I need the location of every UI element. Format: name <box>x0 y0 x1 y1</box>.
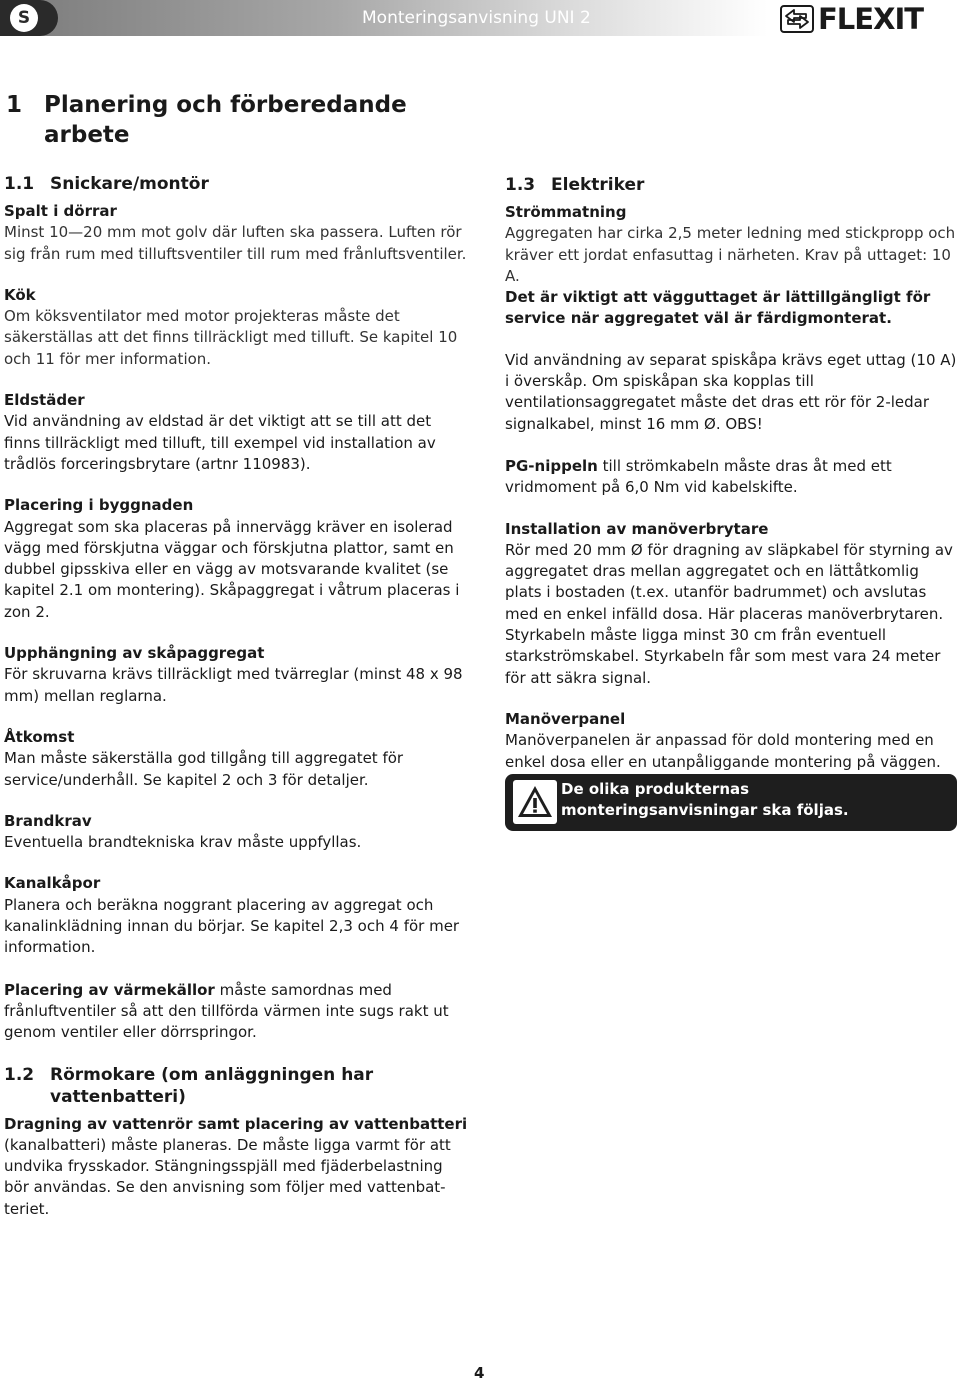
brand-name: FLEXIT <box>818 2 924 36</box>
upphangning-heading: Upphängning av skåpaggregat <box>4 644 265 663</box>
upphangning-text: För skruvarna krävs tillräckligt med tvärreglar (minst 48 x 98 mm) mellan reglarna. <box>4 665 463 705</box>
placering-text: Aggregat som ska placeras på innervägg kräver en isolerad vägg med förskjutna väggar och förskjutna plattor, samt en dubbel gipsskiva eller en vägg av motsvarande kvalitet (se kapitel 2.1 om montering). Skåpaggregat i våtrum placeras i zon 2. <box>4 517 460 621</box>
section-1-2-title-line2: vattenbatteri) <box>50 1086 186 1107</box>
vattenror-heading: Dragning av vattenrör samt placering av vattenbatteri <box>4 1114 468 1133</box>
spiskapa-text: Vid användning av separat spiskåpa krävs eget uttag (10 A) i överskåp. Om spiskåpan ska kopplas till ventilationsaggregatet måste det dras ett rör för 2-ledar signalkabel, minst 16 mm Ø. OBS! <box>505 350 957 433</box>
chapter-heading <box>6 90 426 150</box>
manoverbrytare-text: Rör med 20 mm Ø för dragning av släpkabel för styrning av aggregatet dras mellan aggregatet och en lättåtkomlig plats i bostaden (t.ex. utanför badrummet) och avslutas med en enkel infälld dosa. Här placeras manöverbrytaren. Styrkabeln måste ligga minst 30 cm från eventuell starkströmskabel. Styrkabeln får som mest vara 24 meter för att säkra signal. <box>505 540 953 687</box>
kok-heading: Kök <box>4 285 36 304</box>
placering-heading: Placering i byggnaden <box>4 496 194 515</box>
eldstader-text: Vid användning av eldstad är det viktigt att se till att det finns tillräckligt med tilluft, till exempel vid installation av trådlös forceringsbrytare (artnr 110983). <box>4 412 436 473</box>
section-1-3-title: Elektriker <box>551 175 645 195</box>
pg-lead: PG-nippeln <box>505 456 598 475</box>
page-number: 4 <box>474 1364 485 1382</box>
language-badge <box>0 0 58 36</box>
section-1-3-heading <box>505 174 960 196</box>
varmekallor-lead: Placering av värmekällor <box>4 980 215 999</box>
document-title: Monteringsanvisning UNI 2 <box>362 8 591 28</box>
pg-paragraph <box>505 456 960 499</box>
strommatning-heading: Strömmatning <box>505 203 627 221</box>
strommatning-text: Aggregaten har cirka 2,5 meter ledning med stickpropp och kräver ett jordat enfasuttag i närheten. Krav på uttaget: 10 A. <box>505 224 956 285</box>
atkomst-text: Man måste säkerställa god tillgång till aggregatet för service/underhåll. Se kapitel 2 och 3 för detaljer. <box>4 749 404 789</box>
vattenror-text: (kanalbatteri) måste planeras. De måste ligga varmt för att undvika frysskador. Stängningsspjäll med fjäderbelastning bör användas. Se den anvisning som följer med vattenbat-teriet. <box>4 1135 451 1218</box>
warning-box <box>505 774 957 831</box>
chapter-title-line2: arbete <box>44 122 130 148</box>
spalt-text: Minst 10—20 mm mot golv där luften ska passera. Luften rör sig från rum med tilluftsventiler till rum med frånluftsventiler. <box>4 223 467 263</box>
section-1-1-heading <box>4 173 470 195</box>
warning-text: De olika produkternas monteringsanvisningar ska följas. <box>561 780 849 820</box>
brandkrav-text: Eventuella brandtekniska krav måste uppfyllas. <box>4 833 362 852</box>
flexit-logo <box>780 4 923 34</box>
varmekallor-paragraph <box>4 980 470 1044</box>
varmekallor-text: måste samordnas med frånluftventiler så att den tillförda värmen inte sugs rakt ut genom ventiler eller dörrspringor. <box>4 980 449 1042</box>
atkomst-heading: Åtkomst <box>4 727 75 746</box>
section-1-1-number: 1.1 <box>4 174 35 194</box>
right-column <box>505 174 960 773</box>
section-1-2-title-line1: Rörmokare (om anläggningen har <box>50 1064 374 1085</box>
eldstader-heading: Eldstäder <box>4 391 85 410</box>
chapter-title-line1: Planering och förberedande <box>44 92 407 118</box>
pg-text: till strömkabeln måste dras åt med ett vridmoment på 6,0 Nm vid kabelskifte. <box>505 456 892 497</box>
section-1-3-number: 1.3 <box>505 175 536 195</box>
manoverbrytare-heading: Installation av manöverbrytare <box>505 519 769 538</box>
kanalkapor-heading: Kanalkåpor <box>4 874 101 893</box>
strommatning-bold: Det är viktigt att vägguttaget är lättillgängligt för service när aggregatet väl är färdigmonterat. <box>505 288 931 328</box>
section-1-1-title: Snickare/montör <box>50 174 209 194</box>
language-code: S <box>10 4 38 32</box>
flexit-arrows-icon <box>780 5 814 33</box>
kok-text: Om köksventilator med motor projekteras måste det säkerställas att det finns tillräckligt med tilluft. Se kapitel 10 och 11 för mer information. <box>4 307 458 368</box>
manoverpanel-heading: Manöverpanel <box>505 709 626 728</box>
kanalkapor-text: Planera och beräkna noggrant placering av aggregat och kanalinklädning innan du börjar. Se kapitel 2,3 och 4 för mer information. <box>4 895 460 957</box>
spalt-heading: Spalt i dörrar <box>4 202 117 220</box>
left-column <box>4 173 470 1220</box>
page-header <box>0 0 960 36</box>
brandkrav-heading: Brandkrav <box>4 811 92 830</box>
section-1-2-heading <box>4 1064 470 1108</box>
warning-triangle-icon <box>513 780 557 824</box>
section-1-2-number: 1.2 <box>4 1064 35 1085</box>
manoverpanel-text: Manöverpanelen är anpassad för dold montering med en enkel dosa eller en utanpåliggande montering på väggen. <box>505 731 941 771</box>
chapter-number: 1 <box>6 92 23 118</box>
